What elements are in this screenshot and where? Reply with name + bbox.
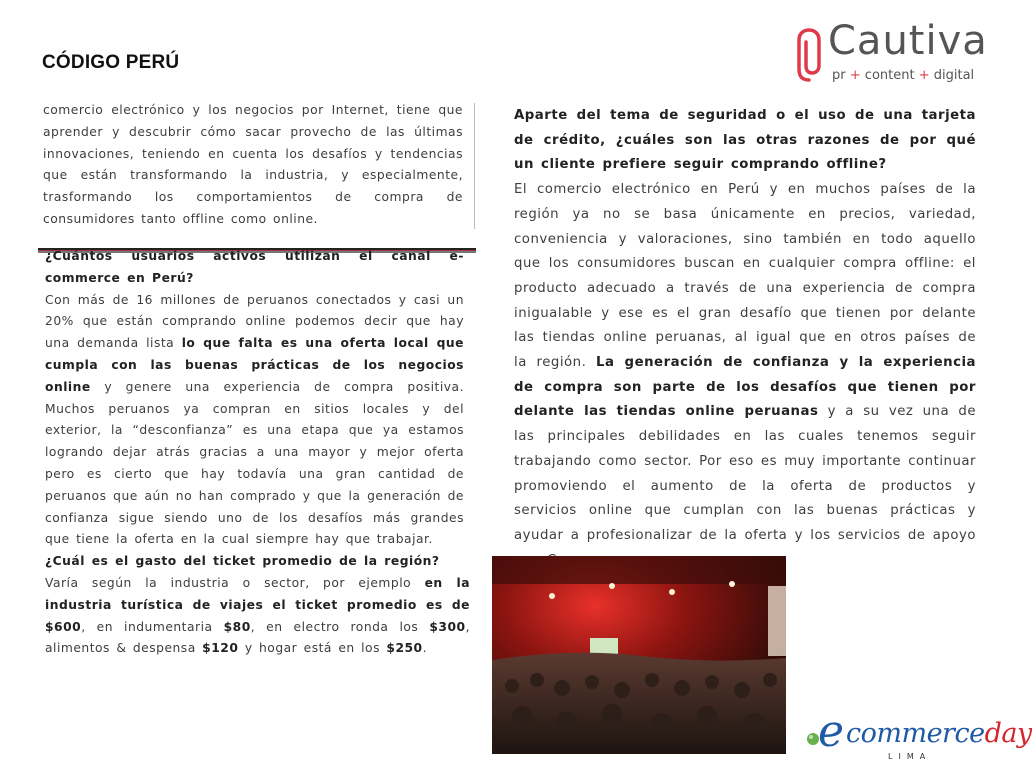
question-active-users: ¿Cuántos usuarios activos utilizan el canal e-commerce en Perú?	[45, 249, 464, 285]
question-ticket-average: ¿Cuál es el gasto del ticket promedio de la región?	[45, 554, 440, 569]
brand-name: Cautiva	[828, 18, 988, 64]
answer-active-users: Con más de 16 millones de peruanos conectados y casi un 20% que están comprando online podemos decir que hay una demanda lista lo que falta es una oferta local que cumpla con las buenas prácticas de los negocios online y genere una experiencia de compra positiva. Muchos peruanos ya compran en sitios locales y del exterior, la “desconfianza” es una etapa que ya estamos logrando dejar atrás gracias a una mayor y mejor oferta pero es cierto que hay todavía una gran cantidad de peruanos que aún no han comprado y que la generación de confianza sigue siendo uno de los desafíos más grandes que tiene la oferta en la cual siempre hay que trabajar.	[45, 292, 465, 547]
paperclip-icon	[796, 28, 822, 82]
column-divider	[474, 103, 475, 229]
conference-audience-image	[492, 556, 786, 754]
answer-offline-reasons: El comercio electrónico en Perú y en muchos países de la región ya no se basa únicamente en precios, variedad, conveniencia y valoraciones, sino también en todo aquello que los consumidores buscan en cualquier compra offline: el producto adecuado a través de una experiencia de compra inigualable y ese es el gran desafío que tienen por delante las tiendas online peruanas, al igual que en otros países de la región. La generación de confianza y la experiencia de compra son parte de los desafíos que tienen por delante las tiendas online peruanas y a su vez una de las principales debilidades en las cuales tenemos seguir trabajando como sector. Por eso es muy importante continuar promoviendo el aumento de la oferta de productos y servicios online que cumplan con las buenas prácticas y ayudar a profesionalizar de la oferta y los servicios de apoyo	[514, 182, 976, 543]
left-column-qa	[45, 246, 470, 660]
page-title: CÓDIGO PERÚ	[42, 52, 180, 73]
cautiva-logo	[796, 18, 988, 88]
question-offline-reasons: Aparte del tema de seguridad o el uso de una tarjeta de crédito, ¿cuáles son las otras razones de por qué un cliente prefiere seguir comprando offline?	[514, 108, 976, 173]
ecommerce-day-logo	[806, 706, 1032, 766]
brand-tagline: pr + content + digital	[832, 68, 975, 83]
conference-photo	[492, 556, 786, 754]
ecommerce-logo-city: LIMA	[888, 752, 932, 761]
right-column-qa	[514, 104, 976, 573]
ecommerce-logo-e: e	[818, 706, 845, 757]
ecommerce-logo-wordmark: commerceday	[846, 718, 1032, 749]
intro-paragraph: comercio electrónico y los negocios por Internet, tiene que aprender y descubrir cómo sacar provecho de las últimas innovaciones, teniendo en cuenta los desafíos y tendencias que están transformando la industria, y especialmente, trasformando los comportamientos de compra de consumidores tanto offline como online.	[43, 103, 463, 226]
answer-ticket-average: Varía según la industria o sector, por ejemplo en la industria turística de viajes el ticket promedio es de $600, en indumentaria $80, en electro ronda los $300, alimentos & despensa $120 y hogar está en los $250.	[45, 575, 470, 656]
